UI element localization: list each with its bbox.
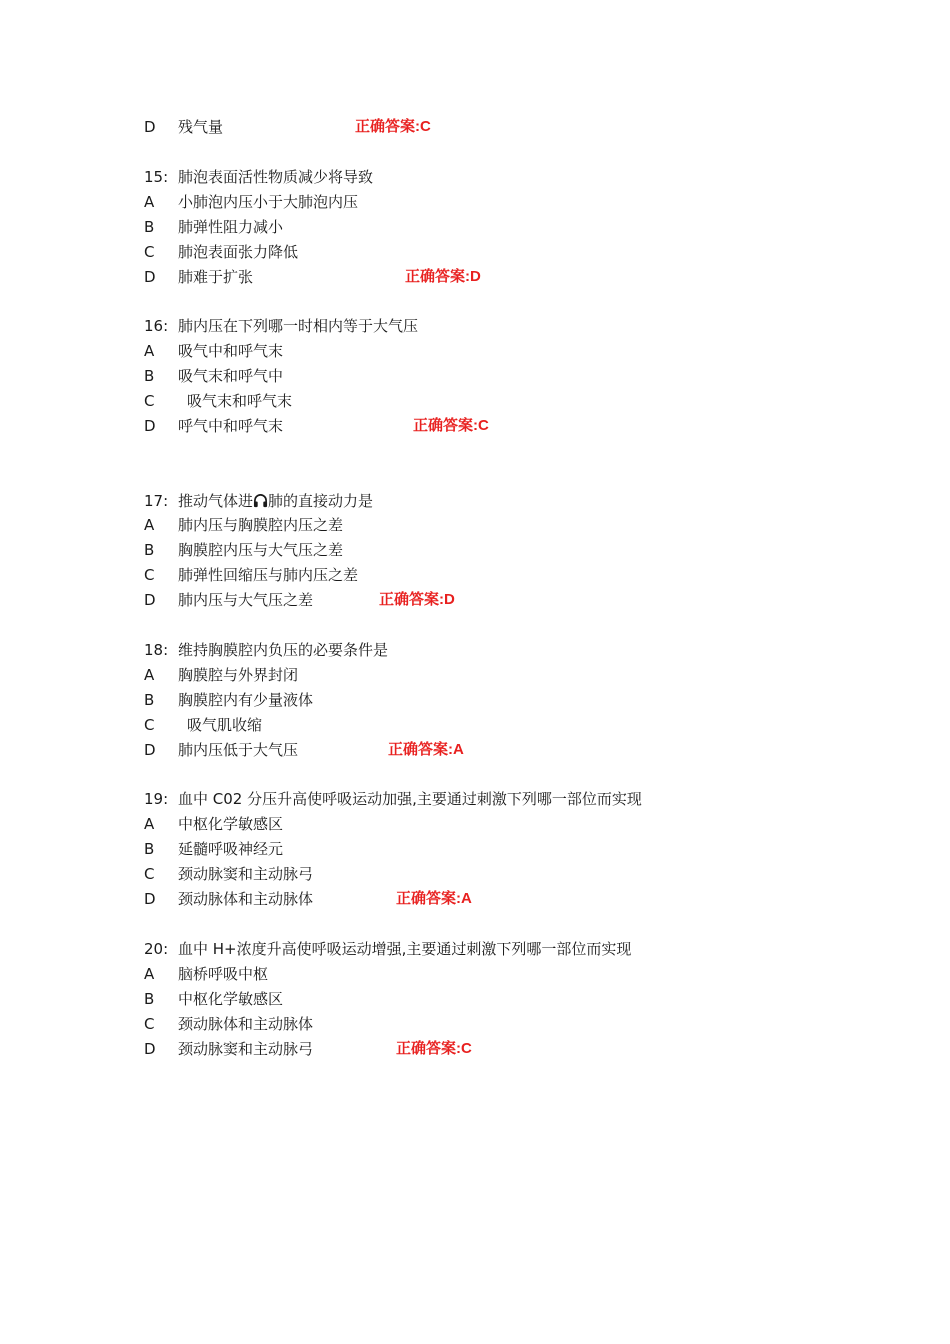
- option-text: 延髓呼吸神经元: [178, 840, 284, 858]
- option-letter: B: [144, 840, 155, 858]
- option-text: 呼气中和呼气末: [178, 417, 284, 435]
- option-text: 吸气末和呼气中: [178, 367, 284, 385]
- option-text: 吸气肌收缩: [187, 716, 263, 734]
- option-text: 胸膜腔内压与大气压之差: [178, 541, 344, 559]
- option-text: 胸膜腔内有少量液体: [178, 691, 314, 709]
- option-letter: A: [144, 193, 155, 211]
- question-text: 维持胸膜腔内负压的必要条件是: [178, 641, 389, 659]
- option-letter: C: [144, 1015, 155, 1033]
- option-text: 颈动脉窦和主动脉弓: [178, 865, 314, 883]
- option-letter: A: [144, 666, 155, 684]
- option-letter: C: [144, 243, 155, 261]
- option-letter: D: [144, 741, 156, 759]
- correct-answer: 正确答案:C: [355, 118, 431, 135]
- option-letter: A: [144, 965, 155, 983]
- option-letter: D: [144, 417, 156, 435]
- option-text: 肺内压低于大气压: [178, 741, 299, 759]
- option-letter: D: [144, 1040, 156, 1058]
- question-text-end: 肺的直接动力是: [268, 492, 374, 510]
- question-number: 18:: [144, 641, 169, 659]
- question-text: 肺内压在下列哪一时相内等于大气压: [178, 317, 419, 335]
- option-letter: B: [144, 691, 155, 709]
- option-letter: A: [144, 815, 155, 833]
- question-number: 19:: [144, 790, 169, 808]
- option-text: 颈动脉体和主动脉体: [178, 890, 314, 908]
- option-text: 肺内压与胸膜腔内压之差: [178, 516, 344, 534]
- option-letter: B: [144, 367, 155, 385]
- option-letter: B: [144, 218, 155, 236]
- option-text: 吸气中和呼气末: [178, 342, 284, 360]
- option-text: 中枢化学敏感区: [178, 990, 284, 1008]
- correct-answer: 正确答案:C: [396, 1040, 472, 1057]
- correct-answer: 正确答案:A: [388, 741, 464, 758]
- option-text: 颈动脉窦和主动脉弓: [178, 1040, 314, 1058]
- option-letter: C: [144, 865, 155, 883]
- correct-answer: 正确答案:D: [379, 591, 455, 608]
- question-text: 血中 H+浓度升高使呼吸运动增强,主要通过刺激下列哪一部位而实现: [178, 940, 632, 958]
- correct-answer: 正确答案:A: [396, 890, 472, 907]
- option-letter: D: [144, 268, 156, 286]
- question-number: 17:: [144, 492, 169, 510]
- option-text: 肺泡表面张力降低: [178, 243, 299, 261]
- option-letter: C: [144, 566, 155, 584]
- question-text: 肺泡表面活性物质减少将导致: [178, 168, 374, 186]
- question-number: 16:: [144, 317, 169, 335]
- option-text: 肺弹性回缩压与肺内压之差: [178, 566, 359, 584]
- correct-answer: 正确答案:C: [413, 417, 489, 434]
- question-text-start: 推动气体进: [178, 492, 254, 510]
- option-text: 肺难于扩张: [178, 268, 254, 286]
- option-text: 胸膜腔与外界封闭: [178, 666, 299, 684]
- option-letter: C: [144, 716, 155, 734]
- question-text: [178, 490, 373, 512]
- question-number: 20:: [144, 940, 169, 958]
- question-number: 15:: [144, 168, 169, 186]
- option-text: 残气量: [178, 118, 224, 136]
- option-letter: B: [144, 990, 155, 1008]
- option-letter: B: [144, 541, 155, 559]
- correct-answer: 正确答案:D: [405, 268, 481, 285]
- option-letter: D: [144, 118, 156, 136]
- option-text: 脑桥呼吸中枢: [178, 965, 269, 983]
- option-text: 小肺泡内压小于大肺泡内压: [178, 193, 359, 211]
- option-letter: D: [144, 890, 156, 908]
- option-text: 颈动脉体和主动脉体: [178, 1015, 314, 1033]
- option-letter: A: [144, 342, 155, 360]
- option-text: 肺弹性阻力减小: [178, 218, 284, 236]
- question-text: 血中 C02 分压升高使呼吸运动加强,主要通过刺激下列哪一部位而实现: [178, 790, 642, 808]
- option-text: 中枢化学敏感区: [178, 815, 284, 833]
- option-letter: C: [144, 392, 155, 410]
- option-letter: D: [144, 591, 156, 609]
- option-letter: A: [144, 516, 155, 534]
- option-text: 吸气末和呼气末: [187, 392, 293, 410]
- option-text: 肺内压与大气压之差: [178, 591, 314, 609]
- headphones-icon: [253, 492, 268, 507]
